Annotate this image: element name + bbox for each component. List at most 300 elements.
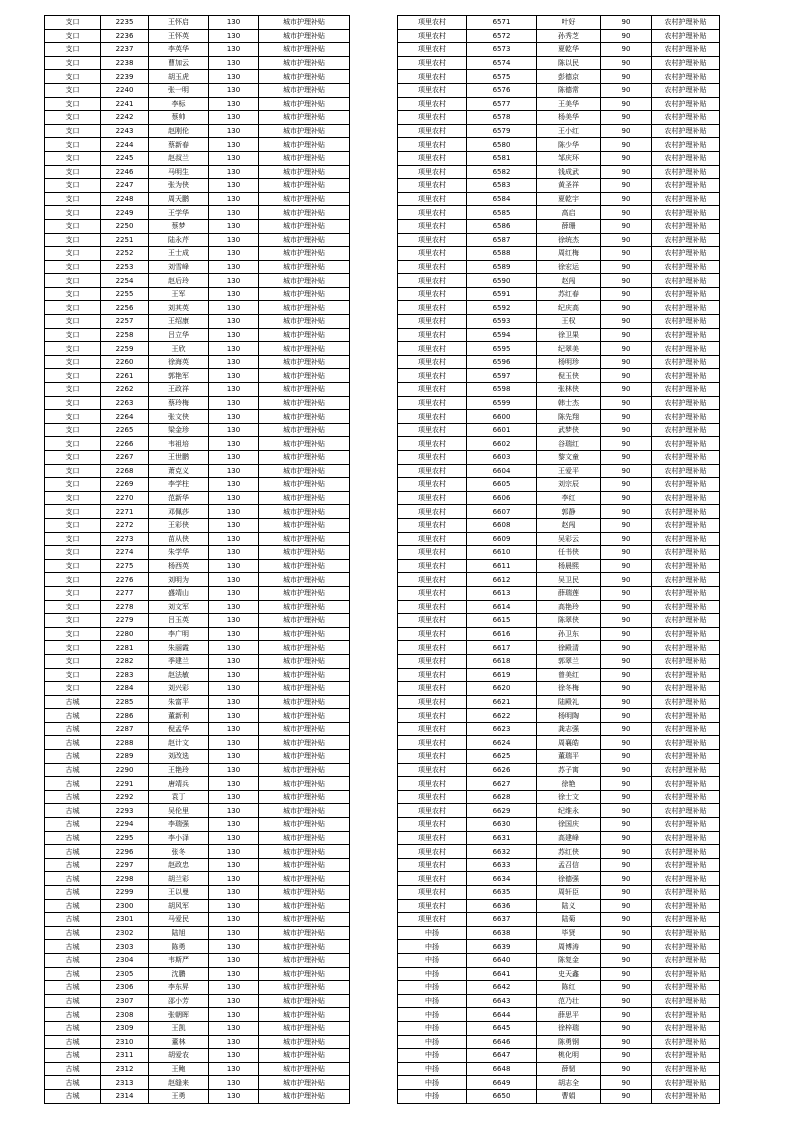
region-cell: 古城 [45,913,101,927]
id-cell: 6649 [467,1076,537,1090]
table-row [398,1008,720,1022]
name-cell: 曹加云 [149,56,209,70]
amount-cell: 130 [209,124,259,138]
type-cell: 城市护理补贴 [259,532,350,546]
type-cell: 农村护理补贴 [652,219,720,233]
type-cell: 农村护理补贴 [652,750,720,764]
name-cell: 王艳玲 [149,763,209,777]
name-cell: 董瑞平 [537,750,601,764]
name-cell: 胡玉虎 [149,70,209,84]
id-cell: 2301 [101,913,149,927]
table-row [398,546,720,560]
id-cell: 6610 [467,546,537,560]
amount-cell: 90 [601,994,652,1008]
name-cell: 徐宏运 [537,260,601,274]
region-cell: 古城 [45,804,101,818]
name-cell: 陆永芹 [149,233,209,247]
name-cell: 董林 [149,1035,209,1049]
region-cell: 支口 [45,532,101,546]
region-cell: 古城 [45,872,101,886]
amount-cell: 130 [209,410,259,424]
name-cell: 邵小芳 [149,994,209,1008]
region-cell: 项里农村 [398,872,467,886]
id-cell: 6614 [467,600,537,614]
amount-cell: 90 [601,247,652,261]
type-cell: 农村护理补贴 [652,600,720,614]
amount-cell: 90 [601,410,652,424]
amount-cell: 130 [209,818,259,832]
name-cell: 杨明珍 [537,355,601,369]
id-cell: 6609 [467,532,537,546]
table-row [45,546,350,560]
amount-cell: 90 [601,274,652,288]
table-row [398,505,720,519]
id-cell: 6622 [467,709,537,723]
table-row [45,709,350,723]
type-cell: 农村护理补贴 [652,614,720,628]
type-cell: 农村护理补贴 [652,518,720,532]
region-cell: 项里农村 [398,192,467,206]
amount-cell: 130 [209,682,259,696]
table-row [398,559,720,573]
type-cell: 城市护理补贴 [259,682,350,696]
table-row [45,994,350,1008]
name-cell: 纪庆高 [537,301,601,315]
table-row [398,1089,720,1103]
name-cell: 徐士文 [537,790,601,804]
id-cell: 2239 [101,70,149,84]
type-cell: 城市护理补贴 [259,491,350,505]
table-row [398,994,720,1008]
table-row [398,423,720,437]
name-cell: 王权 [537,315,601,329]
name-cell: 王绍康 [149,315,209,329]
type-cell: 农村护理补贴 [652,818,720,832]
region-cell: 中扬 [398,1076,467,1090]
id-cell: 6588 [467,247,537,261]
table-row [398,165,720,179]
region-cell: 项里农村 [398,111,467,125]
type-cell: 农村护理补贴 [652,315,720,329]
name-cell: 刘明为 [149,573,209,587]
id-cell: 6643 [467,994,537,1008]
type-cell: 农村护理补贴 [652,981,720,995]
region-cell: 项里农村 [398,369,467,383]
name-cell: 陈勇钢 [537,1035,601,1049]
amount-cell: 90 [601,423,652,437]
table-row [45,342,350,356]
amount-cell: 90 [601,383,652,397]
id-cell: 6646 [467,1035,537,1049]
region-cell: 项里农村 [398,722,467,736]
region-cell: 支口 [45,16,101,30]
name-cell: 赵计文 [149,736,209,750]
name-cell: 赵政忠 [149,858,209,872]
region-cell: 项里农村 [398,355,467,369]
id-cell: 6596 [467,355,537,369]
amount-cell: 130 [209,219,259,233]
amount-cell: 90 [601,138,652,152]
name-cell: 薛瑞莲 [537,586,601,600]
type-cell: 城市护理补贴 [259,315,350,329]
table-row [45,1035,350,1049]
name-cell: 曾美红 [537,668,601,682]
amount-cell: 130 [209,967,259,981]
id-cell: 2243 [101,124,149,138]
id-cell: 2240 [101,83,149,97]
name-cell: 王爱平 [537,464,601,478]
name-cell: 徐统杰 [537,233,601,247]
name-cell: 赵缝来 [149,1076,209,1090]
region-cell: 中扬 [398,981,467,995]
type-cell: 城市护理补贴 [259,247,350,261]
region-cell: 支口 [45,654,101,668]
type-cell: 城市护理补贴 [259,1049,350,1063]
region-cell: 项里农村 [398,437,467,451]
region-cell: 支口 [45,627,101,641]
id-cell: 6604 [467,464,537,478]
amount-cell: 130 [209,981,259,995]
table-row [398,179,720,193]
amount-cell: 130 [209,994,259,1008]
id-cell: 2275 [101,559,149,573]
table-row [45,913,350,927]
amount-cell: 90 [601,682,652,696]
region-cell: 项里农村 [398,328,467,342]
table-row [45,953,350,967]
region-cell: 古城 [45,926,101,940]
id-cell: 2248 [101,192,149,206]
type-cell: 城市护理补贴 [259,736,350,750]
region-cell: 项里农村 [398,886,467,900]
id-cell: 6612 [467,573,537,587]
region-cell: 项里农村 [398,301,467,315]
table-row [398,138,720,152]
type-cell: 城市护理补贴 [259,179,350,193]
id-cell: 2251 [101,233,149,247]
id-cell: 2289 [101,750,149,764]
table-row [398,219,720,233]
table-row [45,355,350,369]
type-cell: 农村护理补贴 [652,192,720,206]
id-cell: 2299 [101,886,149,900]
type-cell: 城市护理补贴 [259,1035,350,1049]
region-cell: 古城 [45,858,101,872]
amount-cell: 90 [601,763,652,777]
id-cell: 2308 [101,1008,149,1022]
type-cell: 农村护理补贴 [652,1062,720,1076]
table-row [398,192,720,206]
region-cell: 古城 [45,777,101,791]
id-cell: 6601 [467,423,537,437]
amount-cell: 90 [601,83,652,97]
name-cell: 韦祖培 [149,437,209,451]
table-row [45,818,350,832]
name-cell: 杨美华 [537,111,601,125]
type-cell: 农村护理补贴 [652,1089,720,1103]
table-row [398,804,720,818]
region-cell: 项里农村 [398,464,467,478]
amount-cell: 90 [601,886,652,900]
name-cell: 张一明 [149,83,209,97]
amount-cell: 90 [601,722,652,736]
id-cell: 2282 [101,654,149,668]
region-cell: 中扬 [398,1049,467,1063]
table-row [45,423,350,437]
id-cell: 6572 [467,29,537,43]
name-cell: 周博涛 [537,940,601,954]
table-row [398,56,720,70]
amount-cell: 90 [601,804,652,818]
type-cell: 城市护理补贴 [259,559,350,573]
amount-cell: 90 [601,790,652,804]
region-cell: 项里农村 [398,260,467,274]
amount-cell: 130 [209,301,259,315]
amount-cell: 130 [209,614,259,628]
region-cell: 项里农村 [398,342,467,356]
amount-cell: 130 [209,342,259,356]
name-cell: 朱丽霞 [149,641,209,655]
amount-cell: 130 [209,192,259,206]
region-cell: 古城 [45,763,101,777]
table-row [45,668,350,682]
name-cell: 李小泽 [149,831,209,845]
name-cell: 范新华 [149,491,209,505]
amount-cell: 130 [209,1008,259,1022]
table-row [398,111,720,125]
id-cell: 2300 [101,899,149,913]
id-cell: 2288 [101,736,149,750]
id-cell: 2304 [101,953,149,967]
id-cell: 2247 [101,179,149,193]
name-cell: 赵法敏 [149,668,209,682]
type-cell: 城市护理补贴 [259,763,350,777]
table-row [398,953,720,967]
id-cell: 2268 [101,464,149,478]
amount-cell: 90 [601,1008,652,1022]
name-cell: 陈红 [537,981,601,995]
amount-cell: 90 [601,287,652,301]
region-cell: 古城 [45,831,101,845]
amount-cell: 130 [209,111,259,125]
id-cell: 2276 [101,573,149,587]
type-cell: 城市护理补贴 [259,233,350,247]
table-row [45,600,350,614]
amount-cell: 90 [601,355,652,369]
id-cell: 6625 [467,750,537,764]
region-cell: 项里农村 [398,709,467,723]
name-cell: 赵闯 [537,274,601,288]
table-row [45,872,350,886]
id-cell: 6639 [467,940,537,954]
amount-cell: 130 [209,464,259,478]
name-cell: 徐殿清 [537,641,601,655]
region-cell: 支口 [45,682,101,696]
name-cell: 苏红春 [537,287,601,301]
name-cell: 夏乾华 [537,43,601,57]
region-cell: 支口 [45,586,101,600]
region-cell: 项里农村 [398,478,467,492]
table-row [45,43,350,57]
amount-cell: 90 [601,777,652,791]
table-row [398,124,720,138]
id-cell: 6633 [467,858,537,872]
id-cell: 2303 [101,940,149,954]
id-cell: 6617 [467,641,537,655]
region-cell: 项里农村 [398,505,467,519]
table-row [398,260,720,274]
type-cell: 城市护理补贴 [259,97,350,111]
type-cell: 农村护理补贴 [652,369,720,383]
amount-cell: 90 [601,586,652,600]
name-cell: 王世鹏 [149,451,209,465]
amount-cell: 90 [601,328,652,342]
region-cell: 项里农村 [398,396,467,410]
name-cell: 王勇 [149,1089,209,1103]
type-cell: 城市护理补贴 [259,383,350,397]
table-row [45,573,350,587]
amount-cell: 90 [601,926,652,940]
type-cell: 农村护理补贴 [652,763,720,777]
amount-cell: 130 [209,518,259,532]
table-row [398,736,720,750]
table-row [45,192,350,206]
id-cell: 2298 [101,872,149,886]
table-row [45,165,350,179]
table-row [45,287,350,301]
region-cell: 项里农村 [398,151,467,165]
id-cell: 2271 [101,505,149,519]
name-cell: 徐国庆 [537,818,601,832]
region-cell: 支口 [45,260,101,274]
type-cell: 农村护理补贴 [652,682,720,696]
table-row [398,301,720,315]
amount-cell: 90 [601,940,652,954]
type-cell: 农村护理补贴 [652,247,720,261]
region-cell: 项里农村 [398,410,467,424]
id-cell: 6594 [467,328,537,342]
table-row [398,845,720,859]
region-cell: 古城 [45,1076,101,1090]
id-cell: 6580 [467,138,537,152]
region-cell: 支口 [45,396,101,410]
name-cell: 徐德强 [537,872,601,886]
table-row [45,682,350,696]
table-row [398,451,720,465]
table-row [398,586,720,600]
name-cell: 陆菊 [537,913,601,927]
table-row [45,518,350,532]
id-cell: 6593 [467,315,537,329]
region-cell: 项里农村 [398,750,467,764]
amount-cell: 130 [209,315,259,329]
amount-cell: 90 [601,845,652,859]
table-row [398,29,720,43]
amount-cell: 130 [209,600,259,614]
type-cell: 城市护理补贴 [259,831,350,845]
table-row [45,437,350,451]
type-cell: 城市护理补贴 [259,192,350,206]
type-cell: 城市护理补贴 [259,845,350,859]
type-cell: 农村护理补贴 [652,491,720,505]
region-cell: 项里农村 [398,913,467,927]
region-cell: 古城 [45,695,101,709]
type-cell: 城市护理补贴 [259,1021,350,1035]
id-cell: 6624 [467,736,537,750]
amount-cell: 90 [601,967,652,981]
table-row [45,967,350,981]
id-cell: 2306 [101,981,149,995]
id-cell: 2255 [101,287,149,301]
type-cell: 城市护理补贴 [259,219,350,233]
type-cell: 农村护理补贴 [652,967,720,981]
name-cell: 朱富平 [149,695,209,709]
amount-cell: 90 [601,165,652,179]
id-cell: 6621 [467,695,537,709]
id-cell: 6615 [467,614,537,628]
amount-cell: 90 [601,559,652,573]
region-cell: 项里农村 [398,682,467,696]
region-cell: 项里农村 [398,627,467,641]
type-cell: 农村护理补贴 [652,1035,720,1049]
name-cell: 郭艳军 [149,369,209,383]
region-cell: 项里农村 [398,559,467,573]
name-cell: 陈复金 [537,953,601,967]
id-cell: 6631 [467,831,537,845]
region-cell: 中扬 [398,1062,467,1076]
type-cell: 城市护理补贴 [259,872,350,886]
name-cell: 郭翠兰 [537,654,601,668]
name-cell: 谷瑞红 [537,437,601,451]
id-cell: 2293 [101,804,149,818]
region-cell: 项里农村 [398,831,467,845]
table-row [45,83,350,97]
id-cell: 2261 [101,369,149,383]
id-cell: 2274 [101,546,149,560]
name-cell: 钱成武 [537,165,601,179]
table-row [45,478,350,492]
type-cell: 农村护理补贴 [652,546,720,560]
id-cell: 6573 [467,43,537,57]
amount-cell: 130 [209,736,259,750]
type-cell: 农村护理补贴 [652,1008,720,1022]
id-cell: 2249 [101,206,149,220]
id-cell: 6645 [467,1021,537,1035]
table-row [45,315,350,329]
name-cell: 王欣 [149,342,209,356]
type-cell: 农村护理补贴 [652,206,720,220]
region-cell: 项里农村 [398,206,467,220]
amount-cell: 90 [601,1049,652,1063]
table-row [45,940,350,954]
region-cell: 支口 [45,29,101,43]
id-cell: 2252 [101,247,149,261]
type-cell: 城市护理补贴 [259,423,350,437]
region-cell: 古城 [45,750,101,764]
type-cell: 城市护理补贴 [259,573,350,587]
name-cell: 王彩侠 [149,518,209,532]
amount-cell: 130 [209,56,259,70]
table-row [398,627,720,641]
amount-cell: 130 [209,383,259,397]
table-row [45,1049,350,1063]
region-cell: 项里农村 [398,668,467,682]
name-cell: 徐冬梅 [537,682,601,696]
type-cell: 城市护理补贴 [259,586,350,600]
amount-cell: 90 [601,858,652,872]
name-cell: 刘改选 [149,750,209,764]
type-cell: 城市护理补贴 [259,913,350,927]
